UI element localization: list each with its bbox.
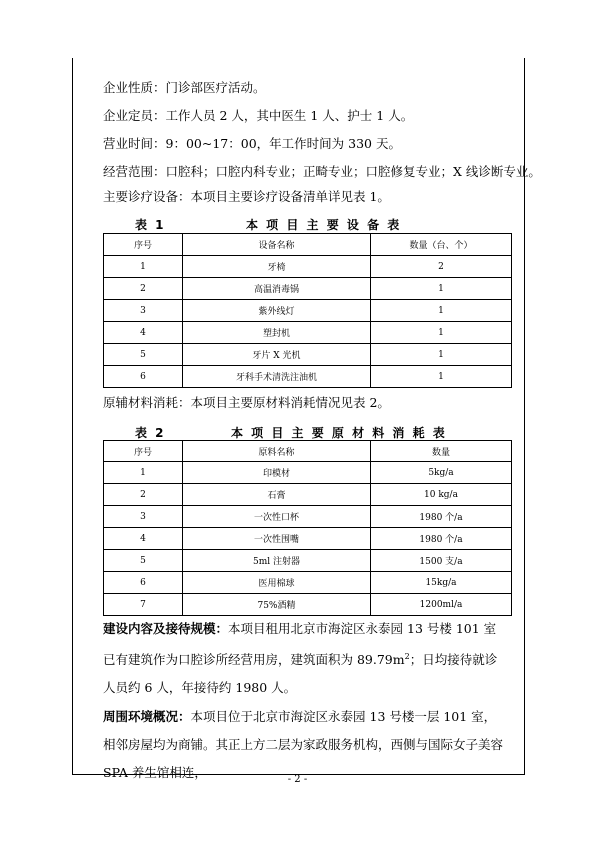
table-cell: 4 (104, 322, 183, 344)
table-row (104, 484, 512, 506)
construction-paragraph (103, 615, 503, 702)
table-header-cell: 数量 (371, 441, 512, 462)
table-cell: 1 (371, 300, 512, 322)
table-cell: 牙椅 (183, 256, 371, 278)
table-cell: 10 kg/a (371, 484, 512, 506)
table-cell: 1 (371, 278, 512, 300)
table-cell: 高温消毒锅 (183, 278, 371, 300)
table1-title: 本 项 目 主 要 设 备 表 (246, 218, 402, 232)
table-cell: 塑封机 (183, 322, 371, 344)
table-cell: 3 (104, 506, 183, 528)
construction-heading: 建设内容及接待规模： (103, 621, 229, 636)
table-cell: 1 (371, 322, 512, 344)
table-cell: 6 (104, 366, 183, 388)
table-cell: 3 (104, 300, 183, 322)
table-cell: 1 (371, 366, 512, 388)
table-row (104, 322, 512, 344)
table-cell: 石膏 (183, 484, 371, 506)
table-cell: 1 (104, 256, 183, 278)
table-cell: 6 (104, 572, 183, 594)
table-cell: 1200ml/a (371, 594, 512, 616)
table2-title: 本 项 目 主 要 原 材 料 消 耗 表 (231, 426, 447, 440)
table-header-cell: 数量（台、个） (371, 234, 512, 256)
table-cell: 5ml 注射器 (183, 550, 371, 572)
table-header-cell: 序号 (104, 441, 183, 462)
table-row (104, 278, 512, 300)
table-row (104, 256, 512, 278)
table-cell: 一次性口杯 (183, 506, 371, 528)
table-cell: 2 (371, 256, 512, 278)
table-row (104, 300, 512, 322)
table-row (104, 366, 512, 388)
table-cell: 一次性围嘴 (183, 528, 371, 550)
table-cell: 1 (104, 462, 183, 484)
table2-label: 表 2 (135, 426, 166, 440)
table-header-cell: 原料名称 (183, 441, 371, 462)
table-row (104, 344, 512, 366)
table-cell: 牙科手术清洗注油机 (183, 366, 371, 388)
table-header-row (104, 234, 512, 256)
table-cell: 1500 支/a (371, 550, 512, 572)
table-header-row (104, 441, 512, 462)
table-cell: 牙片 X 光机 (183, 344, 371, 366)
materials-table (103, 440, 512, 616)
table-cell: 印模材 (183, 462, 371, 484)
table-cell: 75%酒精 (183, 594, 371, 616)
table-row (104, 462, 512, 484)
table-cell: 7 (104, 594, 183, 616)
construction-text-b: ；日均接待就诊人员约 6 人，年接待约 1980 人。 (103, 652, 498, 696)
enterprise-nature: 企业性质：门诊部医疗活动。 (103, 80, 266, 95)
surroundings-text: 本项目位于北京市海淀区永泰园 13 号楼一层 101 室，相邻房屋均为商铺。其正上方二层为家政服务机构，西侧与国际女子美容 SPA 养生馆相连， (103, 709, 504, 780)
table-row (104, 594, 512, 616)
table-cell: 5 (104, 344, 183, 366)
table-cell: 紫外线灯 (183, 300, 371, 322)
table-cell: 5kg/a (371, 462, 512, 484)
table-cell: 2 (104, 278, 183, 300)
table-cell: 1 (371, 344, 512, 366)
area-unit-superscript: 2 (404, 652, 410, 661)
surroundings-heading: 周围环境概况： (103, 709, 191, 724)
business-hours: 营业时间：9：00~17：00，年工作时间为 330 天。 (103, 136, 401, 151)
table-row (104, 550, 512, 572)
equipment-intro: 主要诊疗设备：本项目主要诊疗设备清单详见表 1。 (103, 189, 390, 204)
table-cell: 1980 个/a (371, 528, 512, 550)
table-header-cell: 序号 (104, 234, 183, 256)
equipment-table (103, 233, 512, 388)
table-cell: 1980 个/a (371, 506, 512, 528)
table-row (104, 528, 512, 550)
business-scope: 经营范围：口腔科；口腔内科专业；正畸专业；口腔修复专业；X 线诊断专业。 (103, 164, 541, 179)
table-header-cell: 设备名称 (183, 234, 371, 256)
materials-intro: 原辅材料消耗：本项目主要原材料消耗情况见表 2。 (103, 395, 390, 410)
construction-text-a: 本项目租用北京市海淀区永泰园 13 号楼 101 室已有建筑作为口腔诊所经营用房，建筑面积为 89.79m (103, 621, 497, 668)
table-cell: 15kg/a (371, 572, 512, 594)
table-row (104, 572, 512, 594)
enterprise-staff: 企业定员：工作人员 2 人，其中医生 1 人、护士 1 人。 (103, 108, 414, 123)
table-cell: 医用棉球 (183, 572, 371, 594)
table-row (104, 506, 512, 528)
table1-label: 表 1 (135, 218, 166, 232)
page-number: - 2 - (287, 774, 308, 785)
table-cell: 4 (104, 528, 183, 550)
table-cell: 5 (104, 550, 183, 572)
table-cell: 2 (104, 484, 183, 506)
